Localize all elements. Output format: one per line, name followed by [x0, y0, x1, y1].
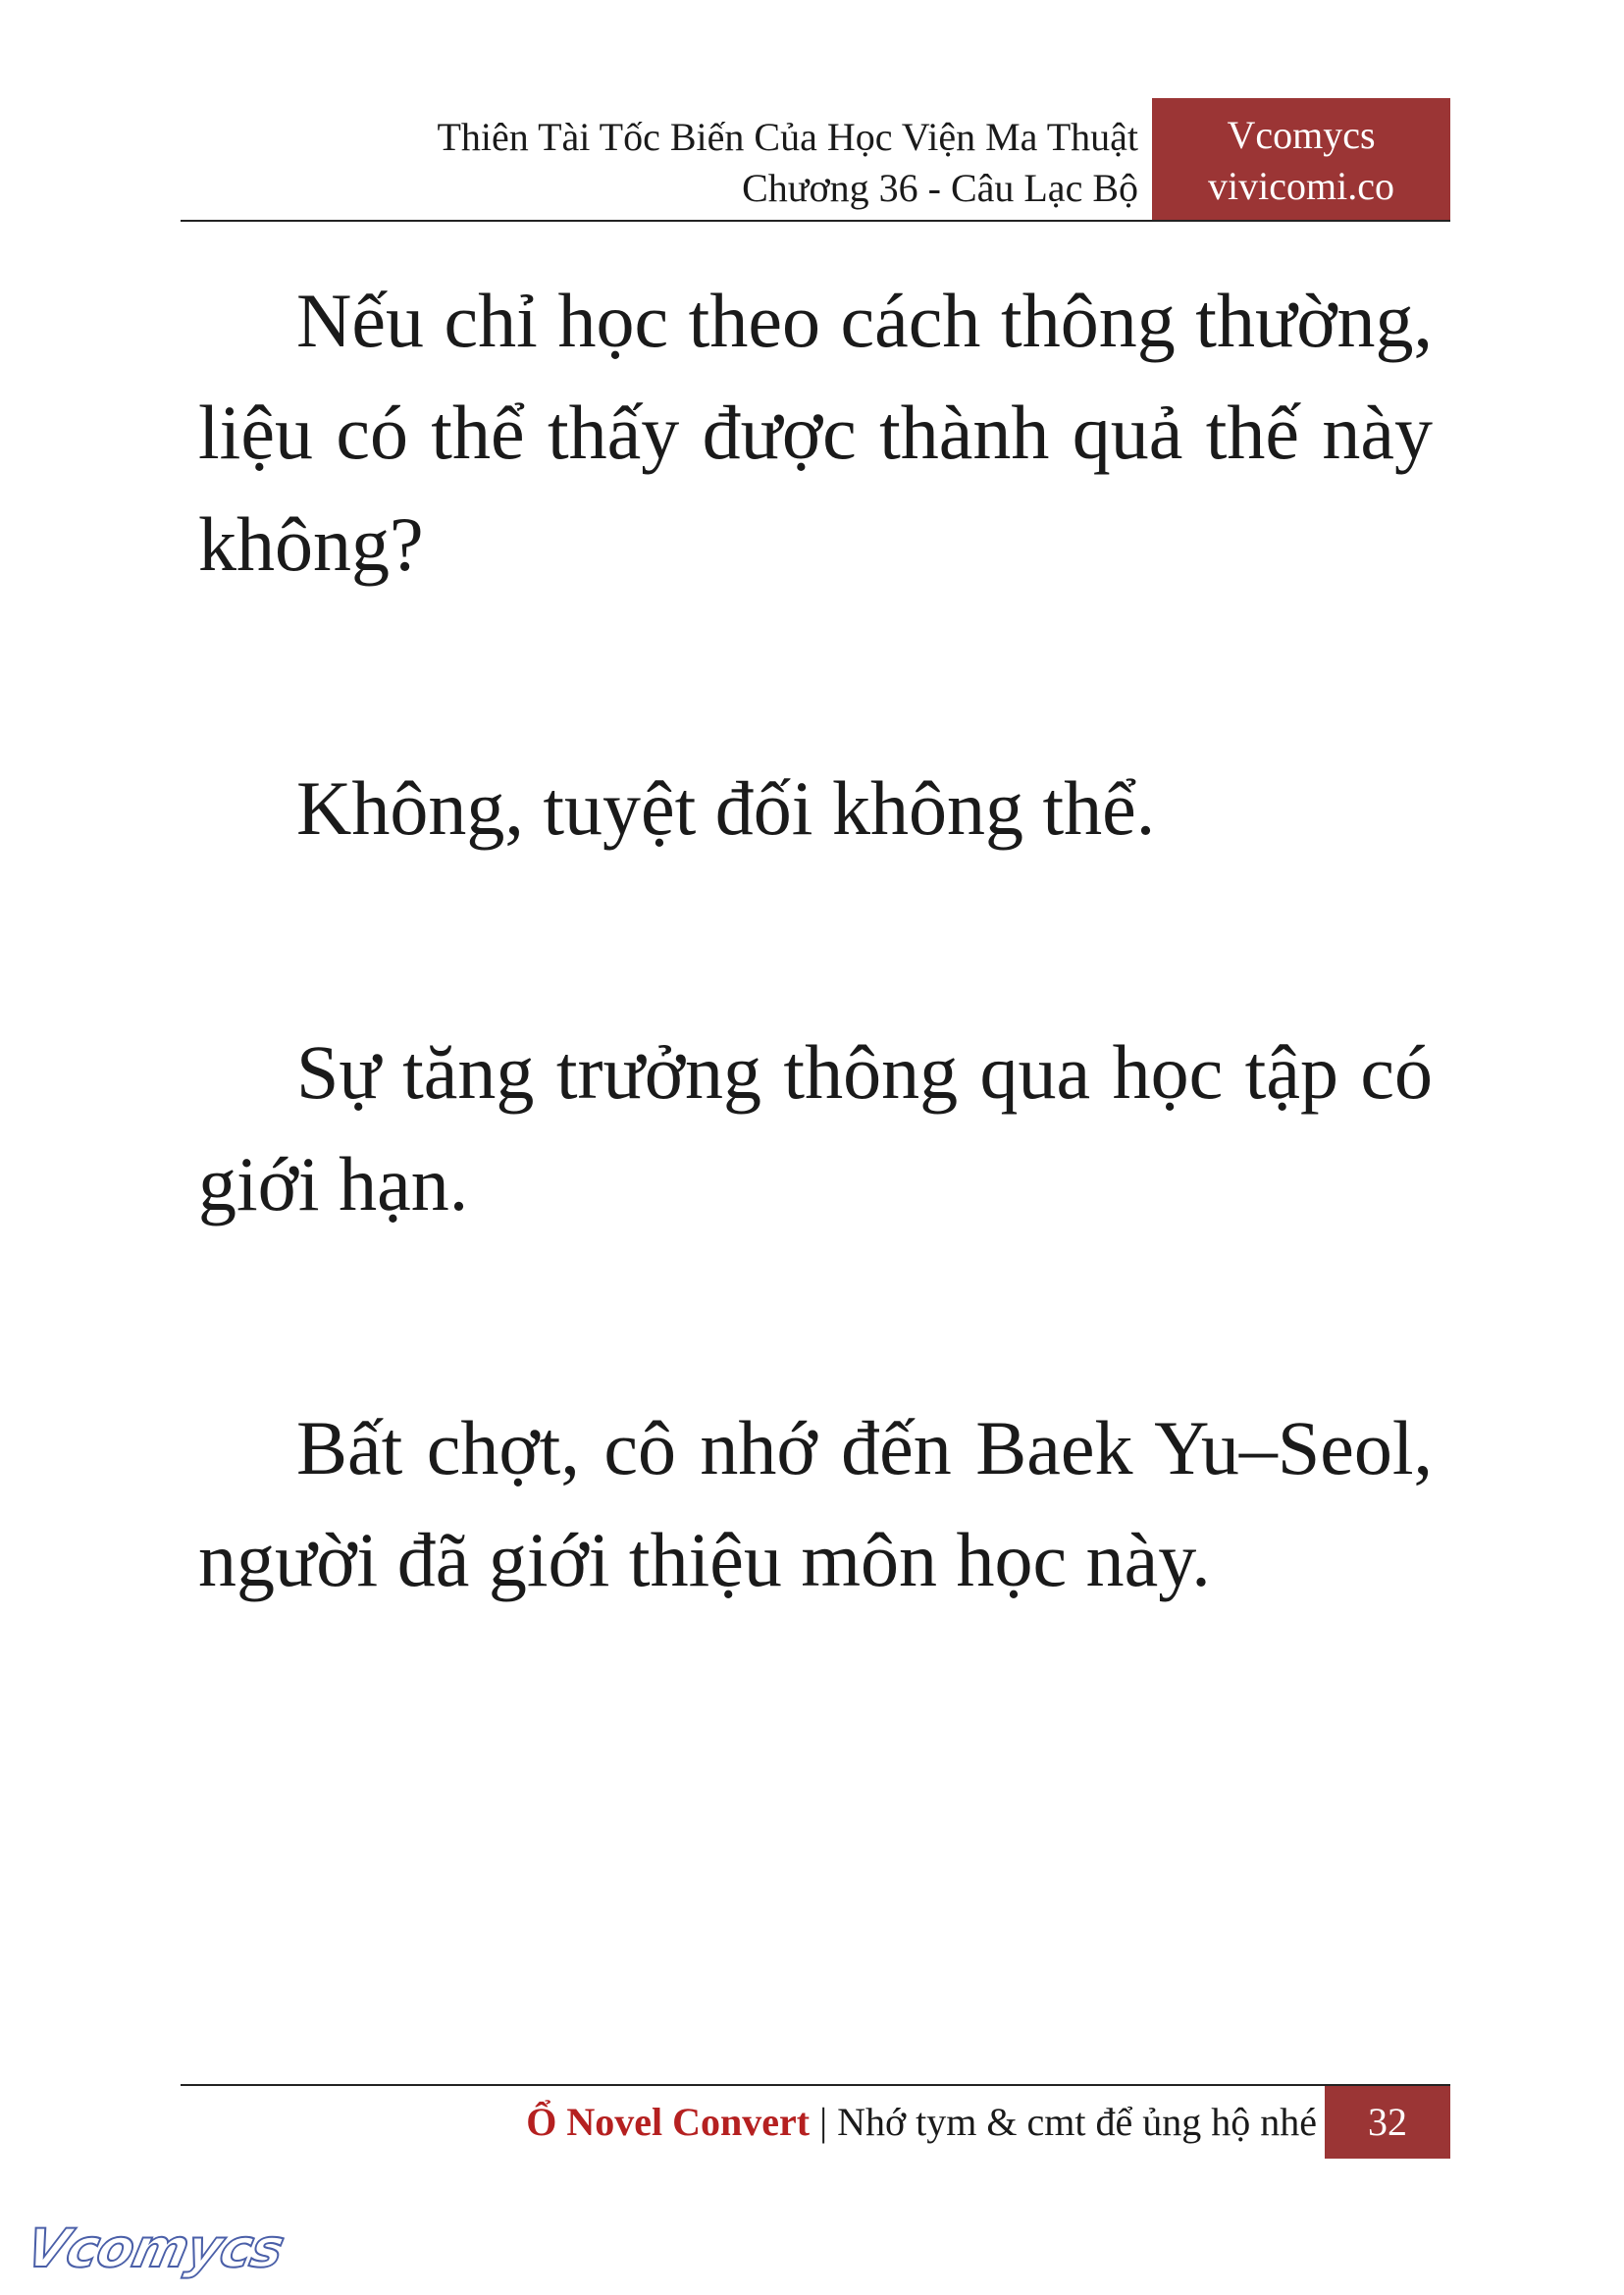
badge-site-name: Vcomycs [1227, 113, 1376, 157]
book-title: Thiên Tài Tốc Biến Của Học Viện Ma Thuật [437, 115, 1138, 159]
paragraph: Nếu chỉ học theo cách thông thường, liệu có thể thấy được thành quả thế này không? [198, 278, 1433, 587]
header-titles [438, 112, 1139, 214]
footer-message: Nhớ tym & cmt để ủng hộ nhé [837, 2100, 1317, 2144]
vcomycs-logo: Vcomycs [21, 2217, 289, 2279]
page-footer [181, 2084, 1450, 2159]
paragraph: Sự tăng trưởng thông qua học tập có giới hạn. [198, 1029, 1433, 1226]
page-content [198, 265, 1433, 1768]
paragraph: Bất chợt, cô nhớ đến Baek Yu–Seol, người đã giới thiệu môn học này. [198, 1405, 1433, 1602]
badge-site-url: vivicomi.co [1208, 164, 1394, 208]
paragraph: Không, tuyệt đối không thể. [296, 765, 1156, 851]
page-number: 32 [1325, 2086, 1450, 2159]
header-badge [1152, 98, 1450, 220]
footer-text [526, 2098, 1317, 2147]
chapter-title: Chương 36 - Câu Lạc Bộ [742, 166, 1138, 210]
page-header [181, 98, 1450, 222]
footer-separator: | [810, 2100, 838, 2144]
footer-brand: Ổ Novel Convert [526, 2100, 811, 2144]
